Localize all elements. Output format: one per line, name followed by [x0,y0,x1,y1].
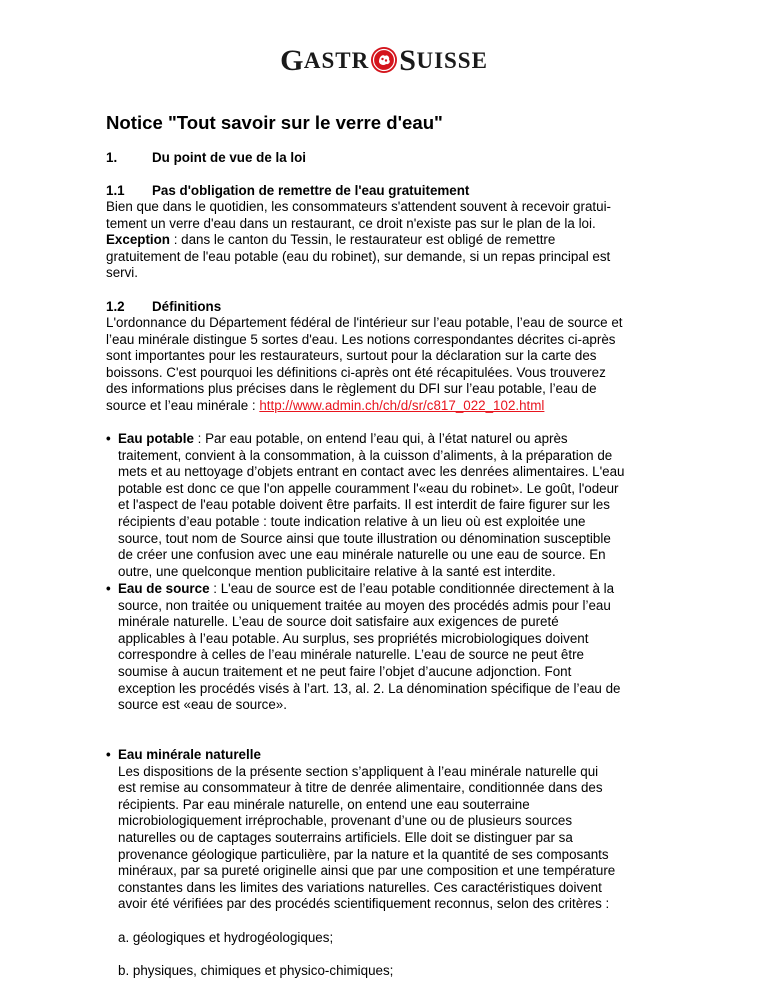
text-line: Exception : dans le canton du Tessin, le restaurateur est obligé de remettre [106,232,556,248]
text-line: l’eau minérale distingue 5 sortes d'eau. Les notions correspondantes décrites ci-après [106,331,616,347]
text-line: gratuitement de l'eau potable (eau du robinet), sur demande, si un repas principal est [106,248,611,264]
text-line: source, tout nom de Source ainsi que toute illustration ou dénomination susceptible [118,530,611,546]
text-line: avoir été vérifiées par des procédés scientifiquement reconnus, selon des critères : [118,896,610,912]
page-title: Notice "Tout savoir sur le verre d'eau" [106,112,443,133]
text-line: Les dispositions de la présente section s’appliquent à l’eau minérale naturelle qui [118,763,599,779]
text-line: L'ordonnance du Département fédéral de l'intérieur sur l’eau potable, l’eau de source et [106,315,623,330]
section-1-2-title: Définitions [152,299,222,314]
logo-seal-icon [370,46,398,74]
gastrosuisse-logo [0,44,768,78]
text-line: exception les procédés visés à l’art. 13, al. 2. La dénomination spécifique de l’eau de [118,680,621,696]
section-1-heading [106,150,306,167]
text-line: minérale naturelle. L’eau de source doit satisfaire aux exigences de pureté [118,614,559,630]
criteria-item-b: b. physiques, chimiques et physico-chimiques; [118,963,394,978]
text-line: source, non traitée ou uniquement traitée au moyen des procédés admis pour l’eau [118,597,611,613]
text-line: sont importantes pour les restaurateurs, surtout pour la déclaration sur la carte des [106,348,597,364]
text-line: boissons. C'est pourquoi les définitions ci-après ont été récapitulées. Vous trouverez [106,364,606,380]
text-line: provenance géologique particulière, par la nature et la quantité de ses composants [118,846,609,862]
bullet-label: Eau de source [118,581,210,596]
bullet-dot: • [106,431,111,446]
logo-letter-g: G [280,43,304,77]
bullet-label: Eau minérale naturelle [118,747,261,762]
section-1-2-heading [106,299,221,316]
bullet-dot: • [106,747,111,762]
text-line: applicables à l’eau potable. Au surplus, ses propriétés microbiologiques doivent [118,630,589,646]
section-1-1-title: Pas d'obligation de remettre de l'eau gratuitement [152,183,470,198]
text-line: potable est donc ce que l'on appelle couramment l'«eau du robinet». Le goût, l'odeur [118,480,619,496]
text-line: Eau de source : L'eau de source est de l’eau potable conditionnée directement à la [118,581,615,596]
text-line: outre, une quelconque mention publicitaire relative à la santé est interdite. [118,563,556,579]
section-1-2-number: 1.2 [106,299,125,314]
text-line: minéraux, par sa pureté originelle ainsi que par une composition et une température [118,863,616,879]
text-line: mets et au nettoyage d’objets entrant en contact avec les denrées alimentaires. L'eau [118,464,625,480]
bullet-label: Eau potable [118,431,194,446]
text-line: traitement, convient à la consommation, à la cuisson d’aliments, à la préparation de [118,447,613,463]
text-line: soumise à aucun traitement et ne peut faire l’objet d’aucune adjonction. Font [118,663,572,679]
bullet-eau-potable [106,431,666,580]
text-line: est remise au consommateur à titre de denrée alimentaire, conditionnée dans des [118,780,603,796]
section-1-1-number: 1.1 [106,183,125,198]
text-line: constantes dans les limites des variations naturelles. Ces caractéristiques doivent [118,879,602,895]
bullet-eau-minerale-naturelle [106,747,666,913]
text-line: récipients. Par eau minérale naturelle, on entend une eau souterraine [118,796,530,812]
section-1-title: Du point de vue de la loi [152,150,307,165]
text-line: servi. [106,265,138,281]
text-line: des informations plus précises dans le règlement du DFI sur l’eau potable, l’eau de [106,381,597,397]
logo-text-astr: ASTR [303,47,370,73]
dfi-regulation-link[interactable]: http://www.admin.ch/ch/d/sr/c817_022_102.html [259,397,545,413]
text-line: de créer une confusion avec une eau minérale naturelle ou une eau de source. En [118,547,606,563]
criteria-item-a: a. géologiques et hydrogéologiques; [118,930,334,945]
text-line: Bien que dans le quotidien, les consommateurs s'attendent souvent à recevoir gratui- [106,199,611,214]
text-line: et l'aspect de l'eau potable doivent être parfaits. Il est interdit de faire figurer sur les [118,497,610,513]
text-line: tement un verre d'eau dans un restaurant, ce droit n'existe pas sur le plan de la loi. [106,215,596,231]
text-line: récipients d’eau potable : toute indication relative à un lieu où est exploitée une [118,513,586,529]
section-1-2-body [106,315,666,415]
logo-letter-s: S [399,43,417,77]
text-line: correspondre à celles de l’eau minérale naturelle. L’eau de source ne peut être [118,647,584,663]
text-line: source est «eau de source». [118,697,287,713]
text-line: naturelles ou de captages souterrains artificiels. Elle doit se distinguer par sa [118,829,573,845]
section-1-1-body [106,199,666,282]
text-line: Eau potable : Par eau potable, on entend l’eau qui, à l’état naturel ou après [118,431,568,446]
section-1-1-heading [106,183,469,200]
bullet-dot: • [106,581,111,596]
text-line [118,747,666,764]
bullet-eau-de-source [106,581,666,714]
exception-label: Exception [106,232,170,248]
text-line: microbiologiquement irréprochable, provenant d’une ou de plusieurs sources [118,813,573,829]
section-1-number: 1. [106,150,118,165]
logo-text-uisse: UISSE [416,47,488,73]
text-line: source et l’eau minérale : http://www.admin.ch/ch/d/sr/c817_022_102.html [106,397,545,413]
